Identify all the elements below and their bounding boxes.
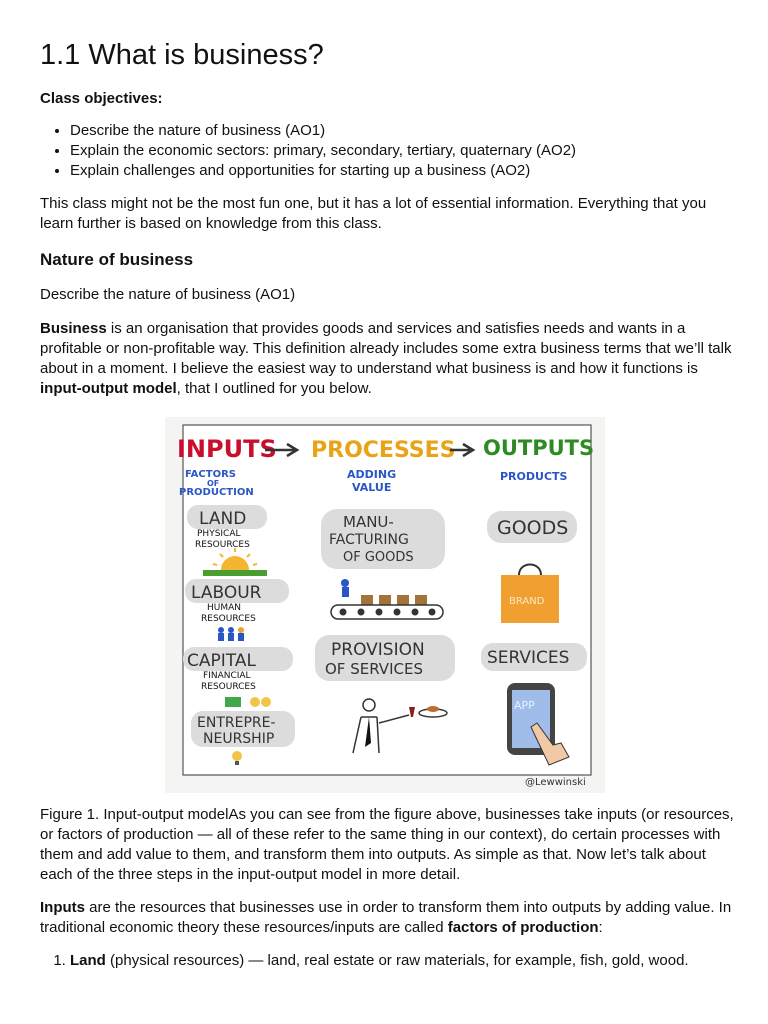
business-text-1: is an organisation that provides goods and services and satisfies needs and wants in a profitable or non-profitable way. This definition already includes some extra business terms that we’ll talk about in a moment. I believe the easiest way to understand what business is and how it functions is [40,320,732,377]
products-label: PRODUCTS [500,470,568,483]
factors-of-label: OF [207,479,220,488]
factors-label: FACTORS [185,469,236,480]
provision-label-2: OF SERVICES [325,660,423,678]
section-objective: Describe the nature of business (AO1) [40,286,296,303]
input-output-figure [165,417,605,793]
list-item: • Explain challenges and opportunities for starting up a business (AO2) [70,161,576,181]
business-text-2: , that I outlined for you below. [176,380,372,397]
inputs-paragraph [40,898,740,938]
business-paragraph [40,319,740,399]
factors-list [40,951,689,971]
factors-term: factors of production [447,919,599,936]
land-label: LAND [199,509,247,529]
capital-label: CAPITAL [187,651,256,671]
workers-icon [218,627,244,641]
section-heading: Nature of business [40,250,194,269]
land-term: Land [70,952,106,969]
adding-label: ADDING [347,468,397,481]
objectives-label: Class objectives: [40,90,163,107]
capital-sub2: RESOURCES [201,682,256,692]
business-term: Business [40,320,107,337]
entre-label-2: NEURSHIP [203,731,275,747]
signature: @Lewwinski [525,777,586,788]
processes-heading: PROCESSES [311,438,456,463]
coin-icon [250,697,260,707]
intro-paragraph: This class might not be the most fun one, but it has a lot of essential information. Everything that you learn further is based on knowledge from this class. [40,195,707,232]
services-label: SERVICES [487,648,570,668]
figure-illustration [165,417,605,793]
manu-label-3: OF GOODS [343,550,414,565]
coin-icon [261,697,271,707]
goods-label: GOODS [497,517,569,539]
manu-label-2: FACTURING [329,532,409,548]
labour-label: LABOUR [191,583,262,603]
labour-sub2: RESOURCES [201,614,256,624]
app-label: APP [514,699,535,712]
inputs-text-1: are the resources that businesses use in order to transform them into outputs by adding value. In traditional economic theory these resources/inputs are called [40,899,732,936]
input-output-term: input-output model [40,380,177,397]
inputs-heading: INPUTS [177,435,277,463]
land-sub2: RESOURCES [195,540,250,550]
production-label: PRODUCTION [179,487,254,498]
labour-sub1: HUMAN [207,603,242,613]
capital-sub1: FINANCIAL [203,671,251,681]
inputs-term: Inputs [40,899,85,916]
lightbulb-icon [232,751,242,761]
grass-strip [203,570,267,576]
objectives-list [40,121,576,181]
list-item: • Explain the economic sectors: primary, secondary, tertiary, quaternary (AO2) [70,141,576,161]
banknote-icon [225,697,241,707]
outputs-heading: OUTPUTS [483,436,595,460]
figure-caption: Figure 1. Input-output modelAs you can see from the figure above, businesses take inputs (or resources, or factors of production — all of these refer to the same thing in our context), do certain processes with them and add value to them, and transform them into outputs. As simple as that. Now let’s talk about each of the three steps in the input-output model in more detail. [40,806,734,883]
manu-label-1: MANU- [343,513,394,531]
page-title: 1.1 What is business? [40,39,324,71]
land-text: (physical resources) — land, real estate or raw materials, for example, fish, gold, wood. [105,952,689,969]
list-item [70,951,689,971]
list-item: • Describe the nature of business (AO1) [70,121,576,141]
brand-label: BRAND [509,596,545,607]
provision-label-1: PROVISION [331,640,425,660]
inputs-text-2: : [598,919,603,936]
value-label: VALUE [352,481,392,494]
land-sub1: PHYSICAL [197,529,241,539]
lightbulb-base [235,761,239,765]
entre-label-1: ENTREPRE- [197,715,276,731]
